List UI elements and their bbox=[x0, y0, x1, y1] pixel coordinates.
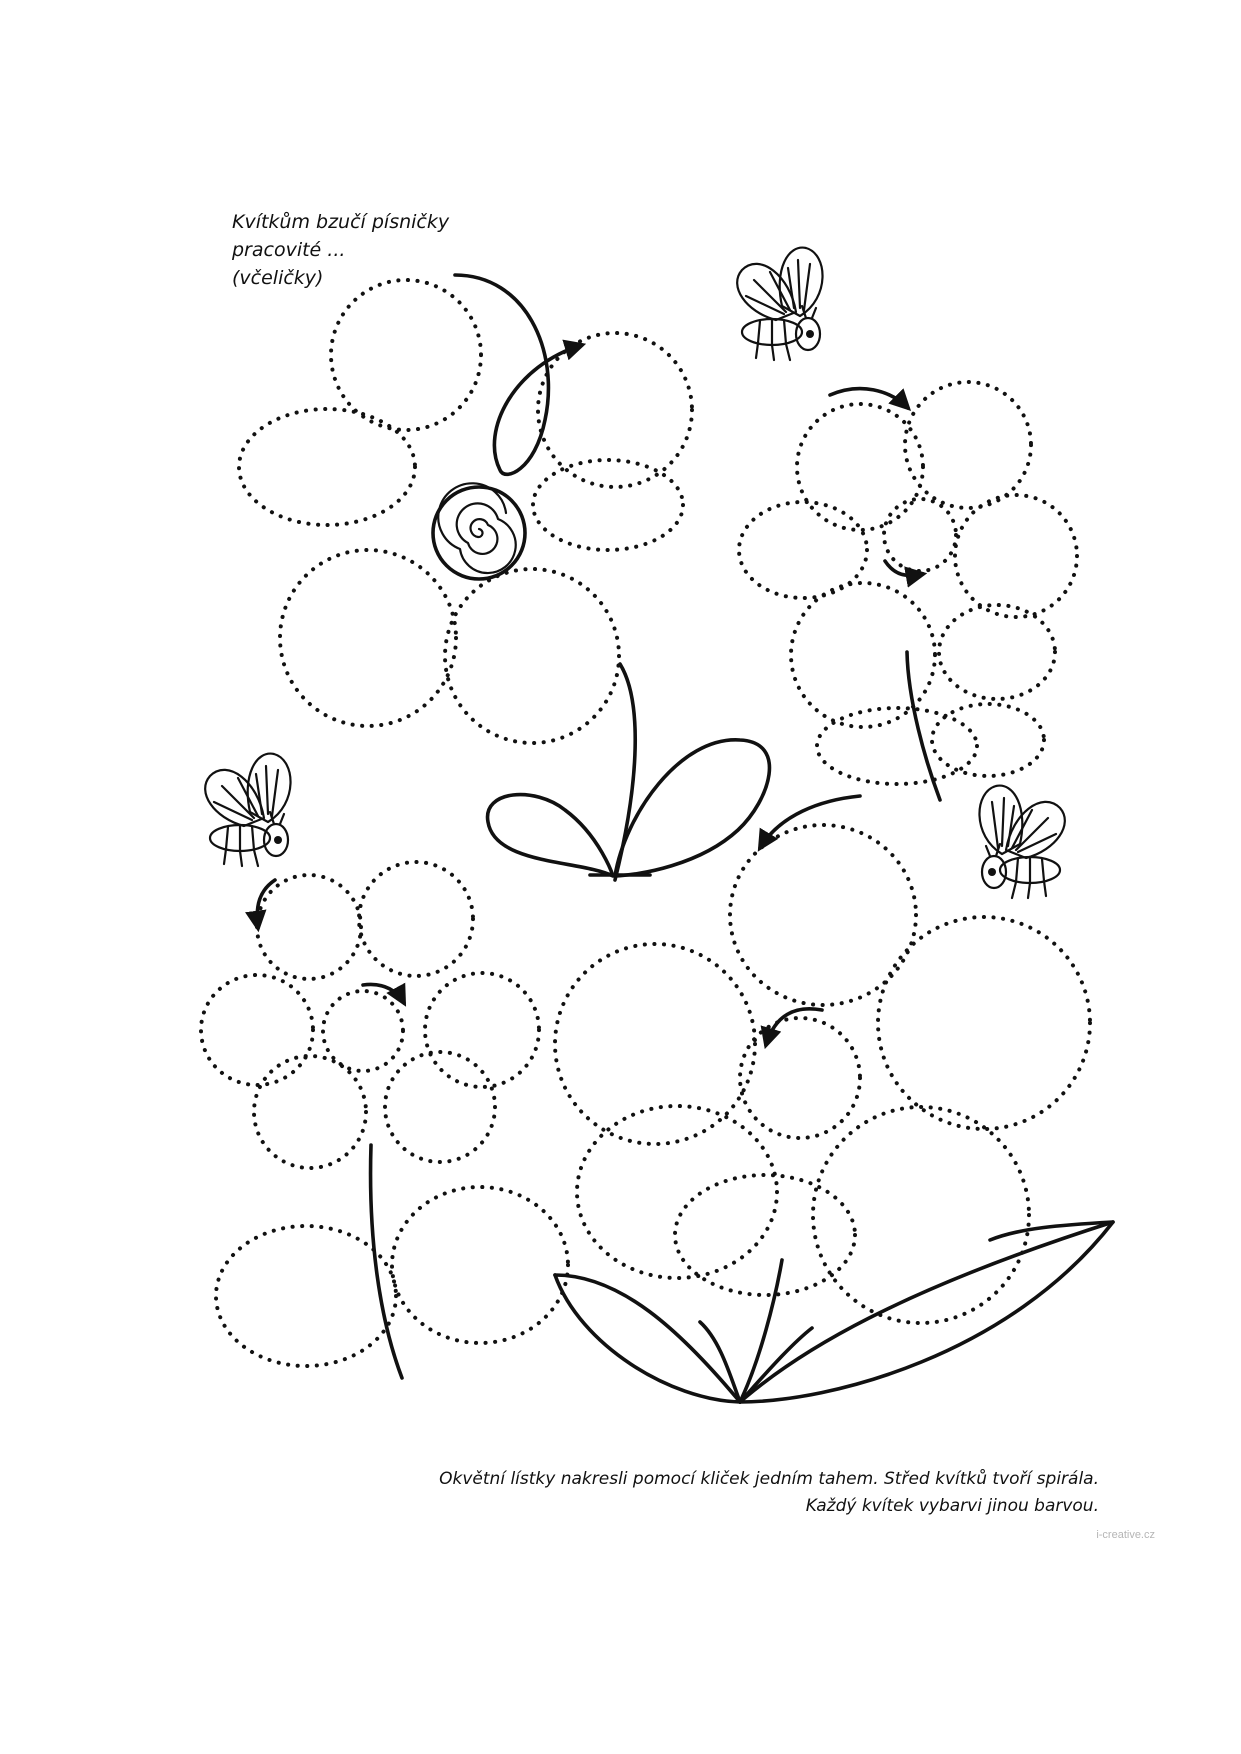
flower-icon-4 bbox=[555, 825, 1090, 1323]
flower-icon-3 bbox=[201, 862, 568, 1366]
flower-stem-3 bbox=[371, 1145, 402, 1378]
instructions-line-1: Okvětní lístky nakresli pomocí kliček jedním tahem. Střed kvítků tvoří spirála. bbox=[439, 1469, 1099, 1489]
bee-icon-1 bbox=[737, 248, 822, 360]
spiral-icon bbox=[433, 483, 525, 579]
credit-text: i-creative.cz bbox=[1096, 1529, 1155, 1541]
leaf-icon bbox=[555, 1222, 1113, 1402]
bee-icon-2 bbox=[205, 754, 290, 866]
arrow-icon-4 bbox=[760, 796, 860, 1045]
riddle-line-3: (včeličky) bbox=[232, 267, 324, 289]
arrow-icon-3 bbox=[257, 880, 404, 1003]
instructions-line-2: Každý kvítek vybarvi jinou barvou. bbox=[805, 1496, 1099, 1516]
riddle-text bbox=[232, 208, 449, 292]
instructions-text bbox=[439, 1466, 1099, 1520]
arrow-icon-2 bbox=[830, 389, 923, 576]
riddle-line-1: Kvítkům bzučí písničky bbox=[232, 211, 450, 233]
flower-stem-1 bbox=[488, 664, 770, 880]
arrow-icon-1 bbox=[455, 275, 582, 474]
flower-icon-2 bbox=[739, 382, 1077, 784]
bee-icon-3 bbox=[979, 786, 1064, 898]
riddle-line-2: pracovité ... bbox=[232, 239, 346, 261]
